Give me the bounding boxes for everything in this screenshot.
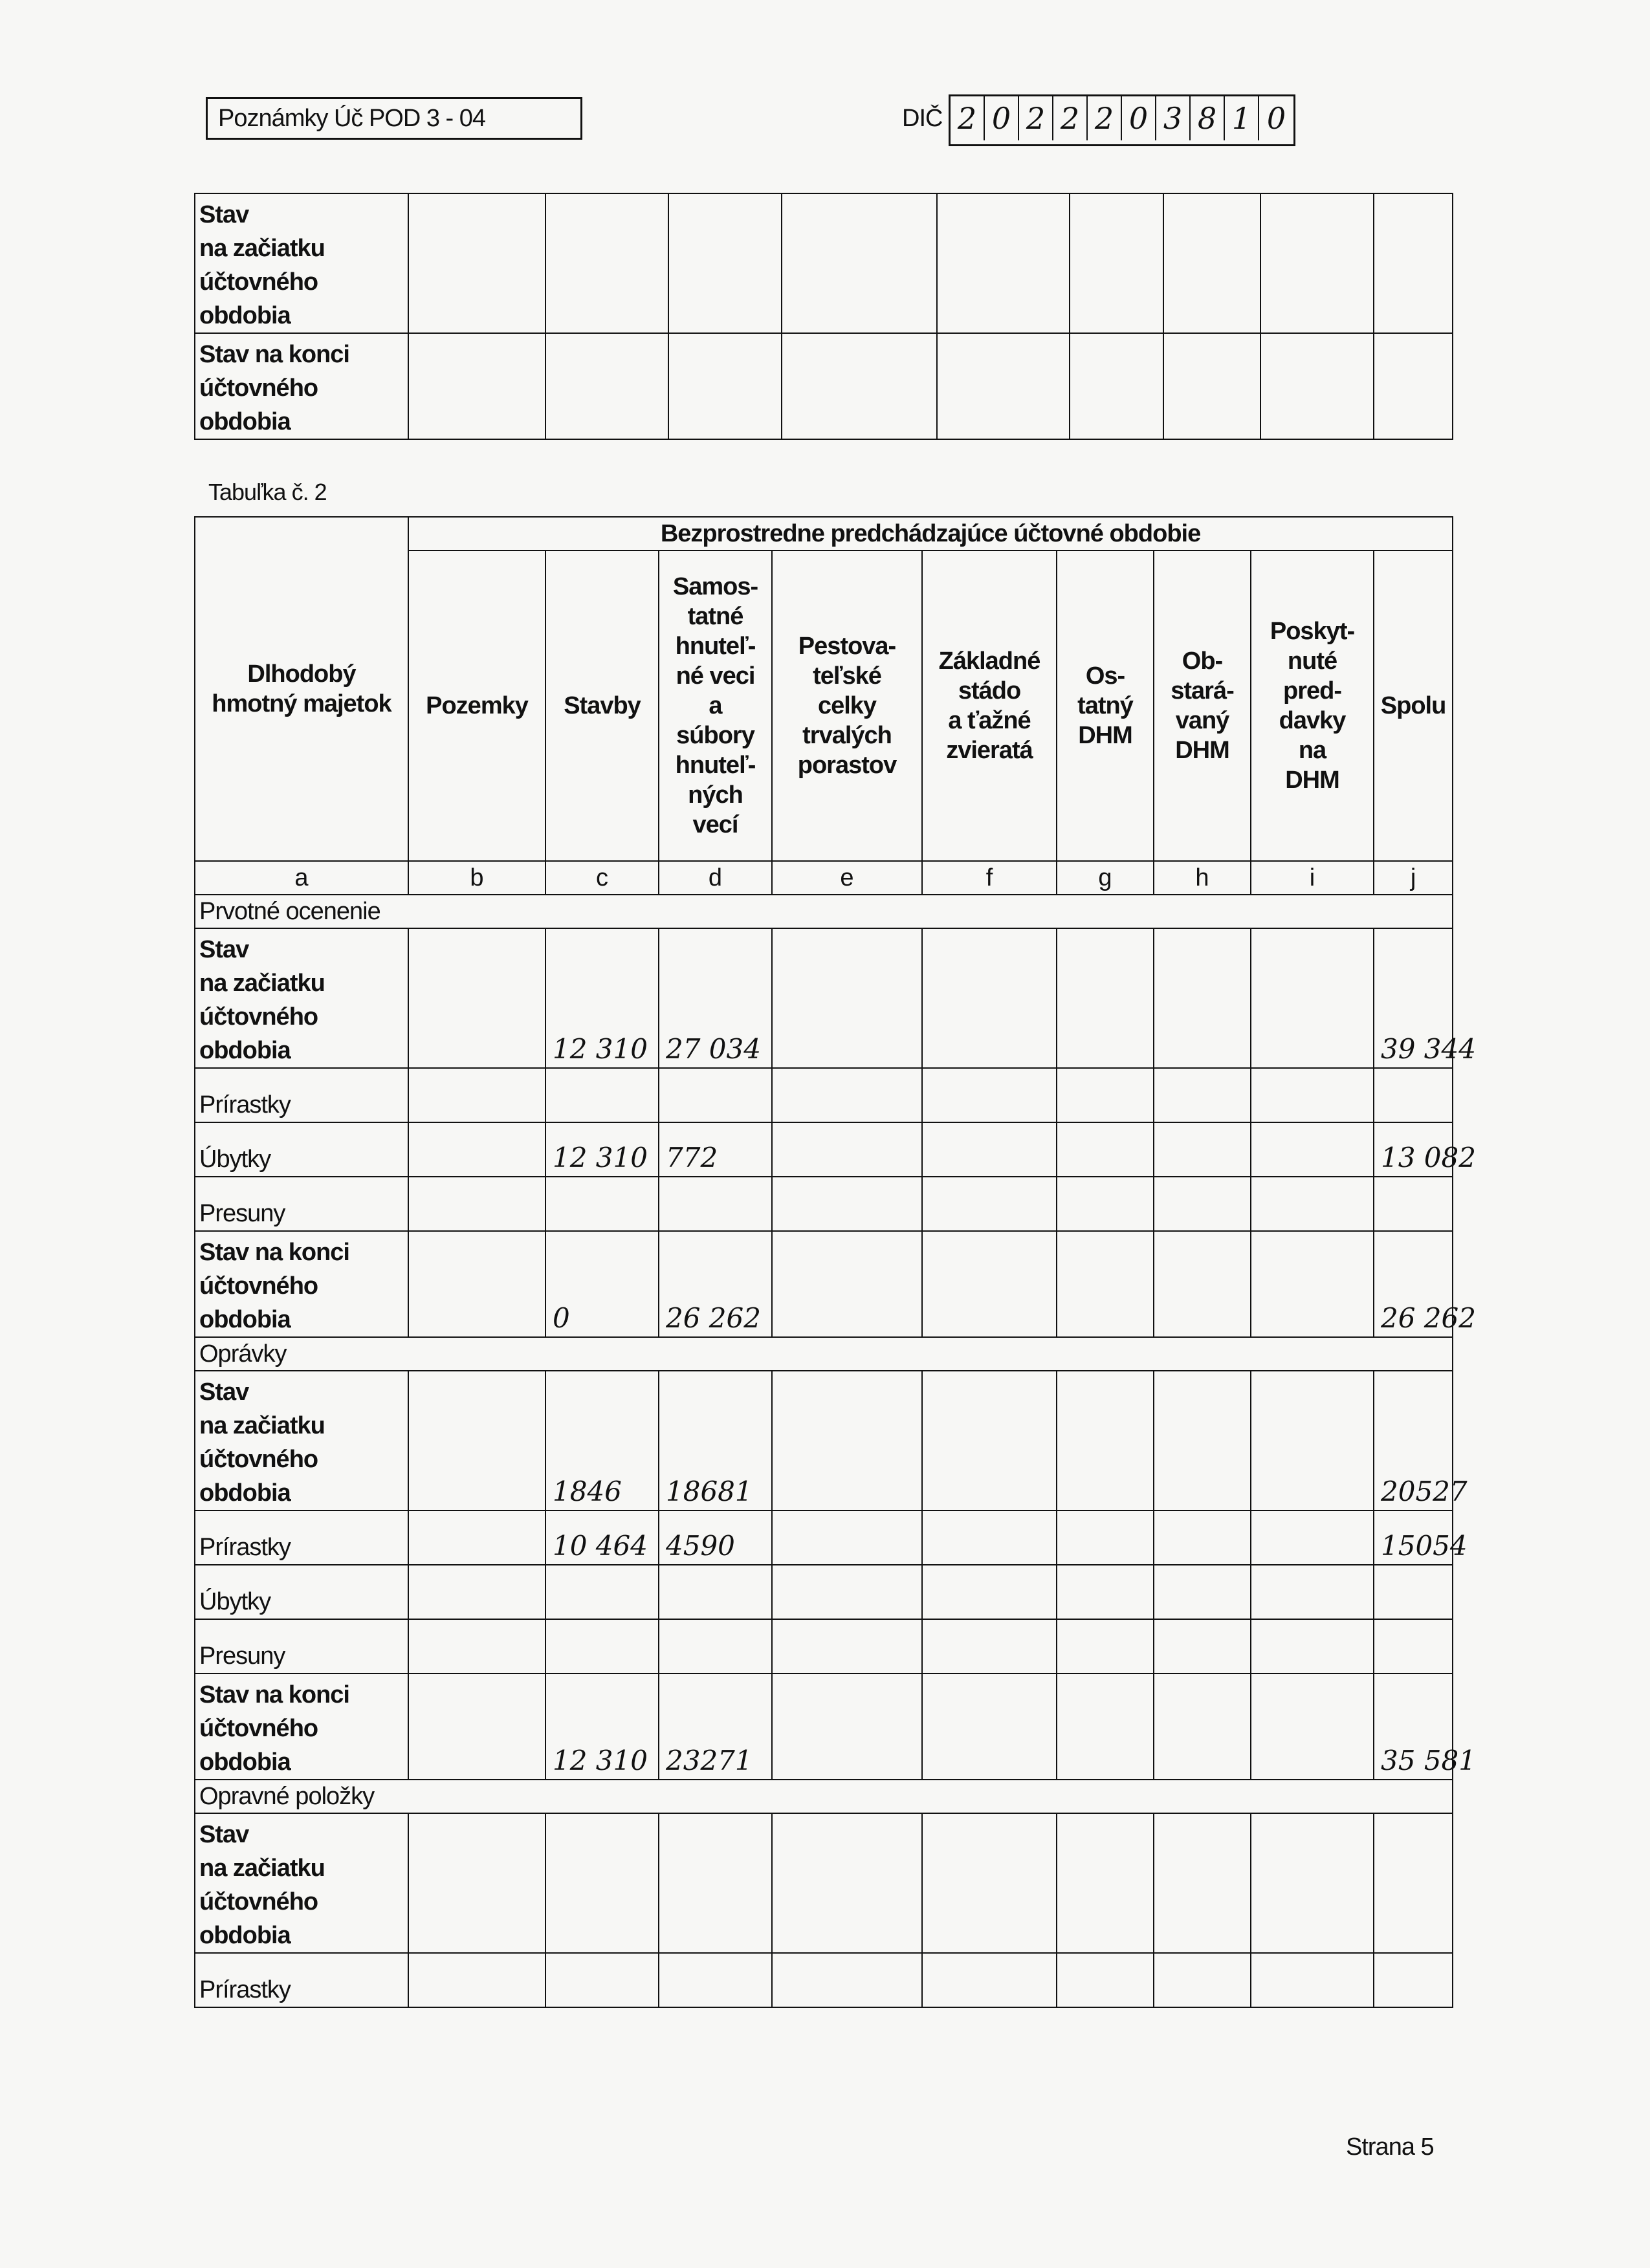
dic-label: DIČ — [902, 105, 943, 132]
value-cell[interactable]: 23271 — [659, 1674, 772, 1780]
value-cell[interactable] — [1251, 928, 1374, 1068]
section-label: Opravné položky — [195, 1780, 1453, 1813]
form-label: Poznámky Úč POD 3 - 04 — [206, 97, 582, 140]
value-cell[interactable] — [1057, 1510, 1154, 1565]
table-row — [195, 1813, 1453, 1953]
row-label: Stav na začiatku účtovného obdobia — [195, 1813, 408, 1953]
value-cell[interactable]: 12 310 — [545, 1674, 659, 1780]
value-cell[interactable] — [1251, 1813, 1374, 1953]
value-cell[interactable]: 26 262 — [1374, 1231, 1453, 1337]
value-cell[interactable] — [1260, 333, 1374, 439]
value-cell[interactable] — [1251, 1231, 1374, 1337]
value-cell[interactable] — [659, 1068, 772, 1122]
table-row — [195, 1619, 1453, 1674]
value-cell[interactable] — [545, 1565, 659, 1619]
value-cell[interactable] — [1154, 1813, 1251, 1953]
value-cell[interactable] — [408, 1510, 545, 1565]
value-cell[interactable] — [772, 928, 922, 1068]
value-cell[interactable]: 12 310 — [545, 928, 659, 1068]
value-cell[interactable] — [772, 1068, 922, 1122]
value-cell[interactable] — [922, 1674, 1057, 1780]
value-cell[interactable] — [408, 1371, 545, 1510]
table-row — [195, 1953, 1453, 2007]
value-cell[interactable] — [922, 1068, 1057, 1122]
row-label: Úbytky — [195, 1565, 408, 1619]
value-cell[interactable] — [772, 1510, 922, 1565]
table-caption: Tabuľka č. 2 — [208, 479, 327, 505]
value-cell[interactable] — [1251, 1510, 1374, 1565]
row-label: Presuny — [195, 1177, 408, 1231]
value-cell[interactable] — [1163, 333, 1260, 439]
column-header: Pozemky — [408, 551, 545, 861]
value-cell[interactable]: 0 — [545, 1231, 659, 1337]
value-cell[interactable] — [772, 1122, 922, 1177]
value-cell[interactable] — [408, 1619, 545, 1674]
value-cell[interactable] — [922, 1122, 1057, 1177]
value-cell[interactable] — [772, 1371, 922, 1510]
value-cell[interactable]: 1846 — [545, 1371, 659, 1510]
value-cell[interactable]: 10 464 — [545, 1510, 659, 1565]
value-cell[interactable] — [545, 193, 668, 333]
dic-digit: 2 — [1053, 96, 1088, 140]
dic-digit: 2 — [1088, 96, 1122, 140]
value-cell[interactable] — [772, 1565, 922, 1619]
column-letter: a — [195, 861, 408, 895]
value-cell[interactable] — [1260, 193, 1374, 333]
value-cell[interactable] — [408, 333, 545, 439]
value-cell[interactable] — [1154, 1674, 1251, 1780]
value-cell[interactable] — [1057, 1068, 1154, 1122]
value-cell[interactable]: 772 — [659, 1122, 772, 1177]
value-cell[interactable] — [922, 1177, 1057, 1231]
value-cell[interactable] — [659, 1953, 772, 2007]
value-cell[interactable] — [408, 1813, 545, 1953]
column-letter: i — [1251, 861, 1374, 895]
value-cell[interactable] — [668, 193, 782, 333]
value-cell[interactable] — [922, 928, 1057, 1068]
value-cell[interactable] — [1154, 1565, 1251, 1619]
value-cell[interactable] — [1251, 1068, 1374, 1122]
value-cell[interactable] — [1251, 1619, 1374, 1674]
value-cell[interactable] — [922, 1813, 1057, 1953]
letter-row — [195, 861, 1453, 895]
value-cell[interactable] — [772, 1813, 922, 1953]
dic-digit: 2 — [1019, 96, 1053, 140]
value-cell[interactable] — [1057, 1371, 1154, 1510]
value-cell[interactable] — [1374, 1813, 1453, 1953]
value-cell[interactable] — [1251, 1953, 1374, 2007]
value-cell[interactable] — [1057, 1122, 1154, 1177]
value-cell[interactable] — [772, 1953, 922, 2007]
value-cell[interactable] — [1251, 1122, 1374, 1177]
row-label: Stav na konci účtovného obdobia — [195, 333, 408, 439]
row-label: Presuny — [195, 1619, 408, 1674]
value-cell[interactable] — [1251, 1565, 1374, 1619]
table-row — [195, 1177, 1453, 1231]
section-row — [195, 1780, 1453, 1813]
table-row — [195, 1068, 1453, 1122]
value-cell[interactable] — [545, 1953, 659, 2007]
column-header: Poskyt- nuté pred- davky na DHM — [1251, 551, 1374, 861]
row-label: Stav na konci účtovného obdobia — [195, 1231, 408, 1337]
value-cell[interactable] — [659, 1565, 772, 1619]
row-label: Prírastky — [195, 1953, 408, 2007]
value-cell[interactable] — [1154, 1068, 1251, 1122]
table-row — [195, 333, 1453, 439]
row-label: Úbytky — [195, 1122, 408, 1177]
section-row — [195, 895, 1453, 928]
value-cell[interactable] — [782, 333, 937, 439]
column-letter: e — [772, 861, 922, 895]
value-cell[interactable] — [772, 1674, 922, 1780]
value-cell[interactable] — [408, 1068, 545, 1122]
value-cell[interactable] — [1374, 1619, 1453, 1674]
value-cell[interactable] — [1374, 333, 1453, 439]
column-letter: h — [1154, 861, 1251, 895]
table-row — [195, 1371, 1453, 1510]
table-2 — [194, 516, 1476, 2008]
value-cell[interactable] — [408, 1674, 545, 1780]
value-cell[interactable]: 39 344 — [1374, 928, 1453, 1068]
column-header: Os- tatný DHM — [1057, 551, 1154, 861]
value-cell[interactable] — [1154, 1177, 1251, 1231]
value-cell[interactable] — [408, 1122, 545, 1177]
row-label: Stav na konci účtovného obdobia — [195, 1674, 408, 1780]
value-cell[interactable] — [1374, 1953, 1453, 2007]
value-cell[interactable] — [408, 1177, 545, 1231]
value-cell[interactable] — [937, 193, 1070, 333]
column-letter: c — [545, 861, 659, 895]
value-cell[interactable]: 20527 — [1374, 1371, 1453, 1510]
value-cell[interactable] — [1154, 1371, 1251, 1510]
column-header: Samos- tatné hnuteľ- né veci a súbory hnuteľ- ných vecí — [659, 551, 772, 861]
table-row — [195, 1565, 1453, 1619]
column-letter: d — [659, 861, 772, 895]
value-cell[interactable] — [1057, 1177, 1154, 1231]
table-row — [195, 1674, 1453, 1780]
value-cell[interactable] — [408, 1231, 545, 1337]
value-cell[interactable] — [659, 1619, 772, 1674]
value-cell[interactable]: 35 581 — [1374, 1674, 1453, 1780]
value-cell[interactable]: 4590 — [659, 1510, 772, 1565]
row-label: Stav na začiatku účtovného obdobia — [195, 928, 408, 1068]
value-cell[interactable] — [1251, 1177, 1374, 1231]
row-label: Prírastky — [195, 1068, 408, 1122]
value-cell[interactable] — [1154, 1953, 1251, 2007]
column-letter: f — [922, 861, 1057, 895]
table-row — [195, 928, 1453, 1068]
value-cell[interactable] — [772, 1231, 922, 1337]
value-cell[interactable] — [408, 1565, 545, 1619]
value-cell[interactable] — [922, 1953, 1057, 2007]
value-cell[interactable] — [408, 928, 545, 1068]
row-label: Prírastky — [195, 1510, 408, 1565]
section-label: Prvotné ocenenie — [195, 895, 1453, 928]
value-cell[interactable]: 18681 — [659, 1371, 772, 1510]
value-cell[interactable] — [922, 1619, 1057, 1674]
value-cell[interactable] — [1057, 928, 1154, 1068]
row-label: Stav na začiatku účtovného obdobia — [195, 1371, 408, 1510]
column-header: Základné stádo a ťažné zvieratá — [922, 551, 1057, 861]
dic-digit: 0 — [985, 96, 1019, 140]
value-cell[interactable] — [1374, 1565, 1453, 1619]
value-cell[interactable] — [1154, 1510, 1251, 1565]
dic-digit: 3 — [1156, 96, 1191, 140]
value-cell[interactable] — [922, 1565, 1057, 1619]
value-cell[interactable] — [1251, 1674, 1374, 1780]
value-cell[interactable] — [1057, 1813, 1154, 1953]
value-cell[interactable] — [937, 333, 1070, 439]
value-cell[interactable] — [659, 1813, 772, 1953]
value-cell[interactable]: 15054 — [1374, 1510, 1453, 1565]
dic-digit: 0 — [1266, 101, 1286, 136]
value-cell[interactable] — [408, 1953, 545, 2007]
value-cell[interactable] — [668, 333, 782, 439]
value-cell[interactable] — [545, 333, 668, 439]
group-header: Bezprostredne predchádzajúce účtovné obdobie — [408, 517, 1453, 551]
value-cell[interactable] — [772, 1177, 922, 1231]
value-cell[interactable] — [1163, 193, 1260, 333]
column-header: Ob- stará- vaný DHM — [1154, 551, 1251, 861]
value-cell[interactable] — [1374, 1177, 1453, 1231]
row-label: Stav na začiatku účtovného obdobia — [195, 193, 408, 333]
value-cell[interactable] — [1057, 1674, 1154, 1780]
value-cell[interactable] — [545, 1813, 659, 1953]
value-cell[interactable] — [1057, 1231, 1154, 1337]
value-cell[interactable] — [545, 1177, 659, 1231]
dic-digit: 0 — [1122, 96, 1156, 140]
table-row — [195, 1510, 1453, 1565]
value-cell[interactable] — [1070, 333, 1163, 439]
value-cell[interactable] — [1154, 928, 1251, 1068]
value-cell[interactable] — [1154, 1122, 1251, 1177]
value-cell[interactable]: 12 310 — [545, 1122, 659, 1177]
column-header: Dlhodobý hmotný majetok — [195, 517, 408, 861]
page-number: Strana 5 — [1346, 2133, 1434, 2161]
value-cell[interactable]: 13 082 — [1374, 1122, 1453, 1177]
value-cell[interactable] — [922, 1371, 1057, 1510]
column-header: Pestova- teľské celky trvalých porastov — [772, 551, 922, 861]
dic-field — [949, 94, 1295, 146]
header-row — [195, 517, 1453, 551]
value-cell[interactable] — [1057, 1619, 1154, 1674]
value-cell[interactable] — [1251, 1371, 1374, 1510]
value-cell[interactable]: 26 262 — [659, 1231, 772, 1337]
value-cell[interactable] — [1374, 1068, 1453, 1122]
table-row — [195, 1122, 1453, 1177]
value-cell[interactable] — [659, 1177, 772, 1231]
value-cell[interactable] — [1057, 1565, 1154, 1619]
value-cell[interactable] — [545, 1068, 659, 1122]
top-table — [194, 193, 1453, 440]
value-cell[interactable] — [1374, 193, 1453, 333]
value-cell[interactable] — [1057, 1953, 1154, 2007]
dic-digit: 8 — [1191, 96, 1225, 140]
section-row — [195, 1337, 1453, 1371]
column-letter: j — [1374, 861, 1453, 895]
column-header: Spolu — [1374, 551, 1453, 861]
table-row — [195, 193, 1453, 333]
table-row — [195, 1231, 1453, 1337]
value-cell[interactable] — [1070, 193, 1163, 333]
value-cell[interactable] — [545, 1619, 659, 1674]
column-letter: g — [1057, 861, 1154, 895]
value-cell[interactable] — [782, 193, 937, 333]
value-cell[interactable] — [1154, 1619, 1251, 1674]
value-cell[interactable] — [1154, 1231, 1251, 1337]
column-header: Stavby — [545, 551, 659, 861]
section-label: Oprávky — [195, 1337, 1453, 1371]
dic-digit: 1 — [1225, 96, 1259, 140]
value-cell[interactable] — [772, 1619, 922, 1674]
value-cell[interactable]: 27 034 — [659, 928, 772, 1068]
value-cell[interactable] — [922, 1510, 1057, 1565]
value-cell[interactable] — [922, 1231, 1057, 1337]
dic-digit: 2 — [951, 96, 985, 140]
value-cell[interactable] — [408, 193, 545, 333]
column-letter: b — [408, 861, 545, 895]
